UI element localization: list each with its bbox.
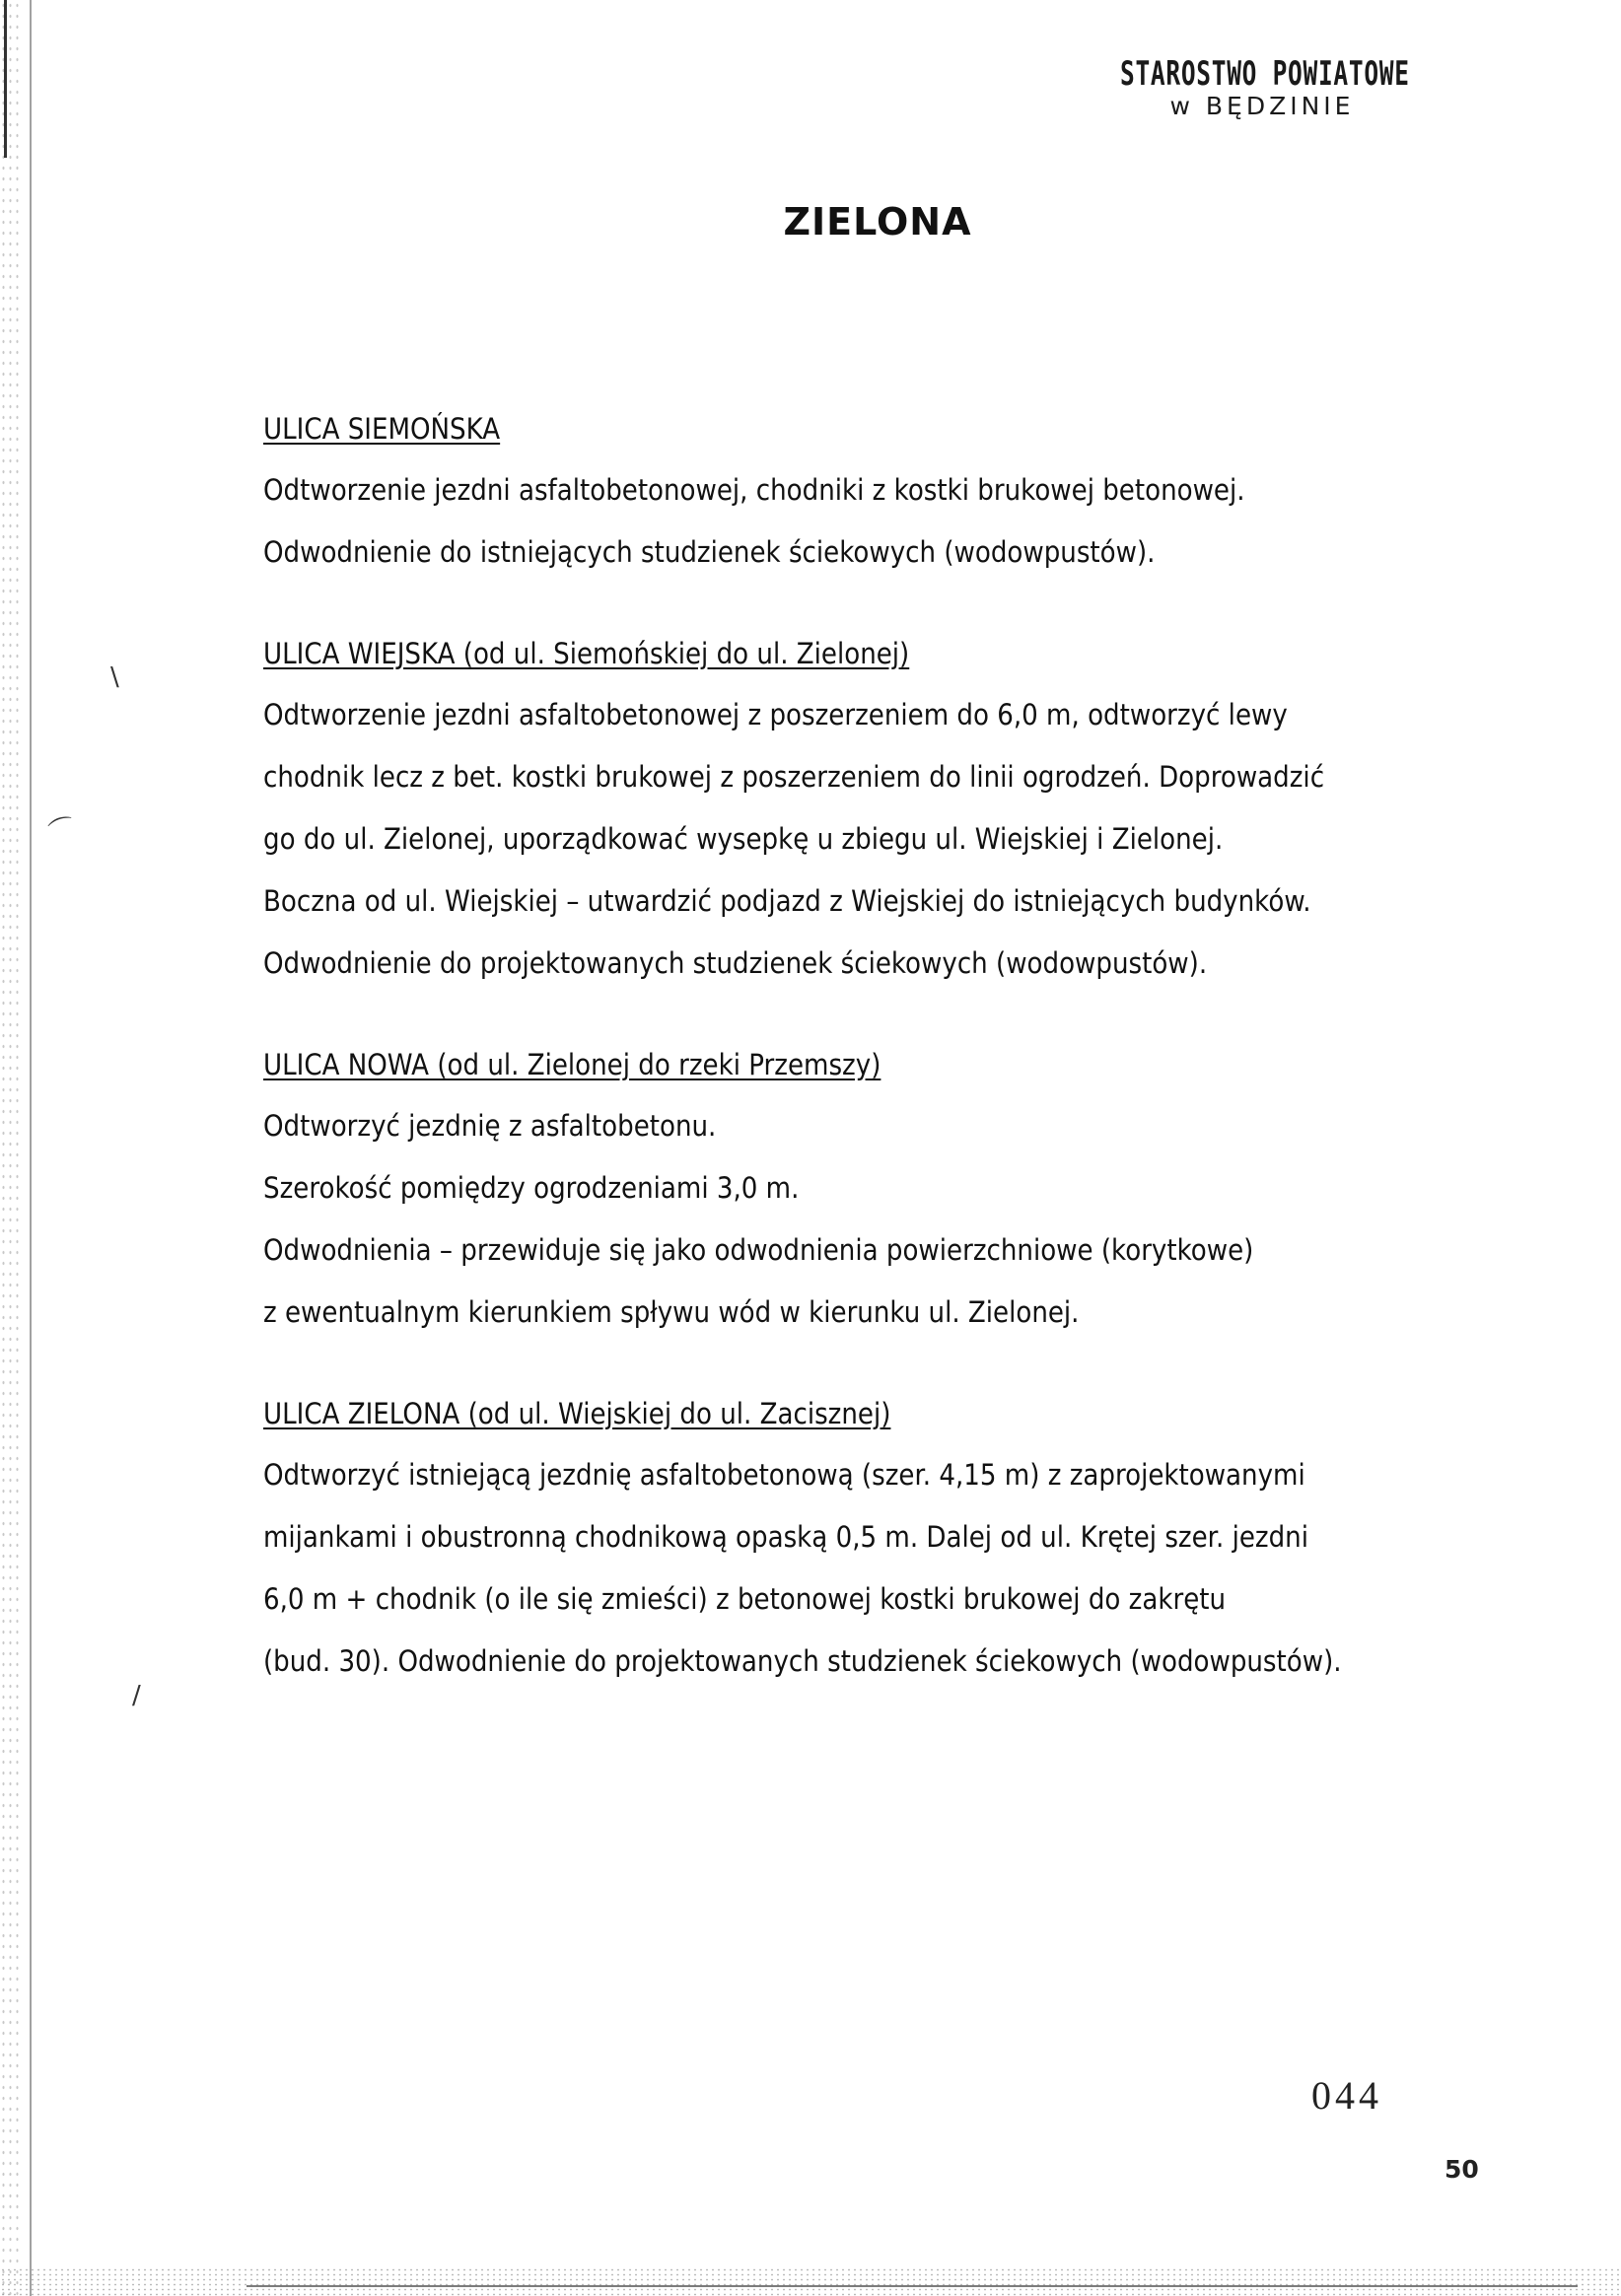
page-number: 50	[1445, 2155, 1479, 2184]
paragraph-line: Odwodnienie do projektowanych studzienek ściekowych (wodowpustów).	[263, 946, 1208, 980]
paragraph-line: chodnik lecz z bet. kostki brukowej z poszerzeniem do linii ogrodzeń. Doprowadzić	[263, 760, 1325, 794]
paragraph-line: (bud. 30). Odwodnienie do projektowanych studzienek ściekowych (wodowpustów).	[263, 1644, 1342, 1678]
scan-bottom-artifact	[0, 2267, 1621, 2296]
scan-edge-mark	[4, 0, 7, 158]
street-section-zielona	[263, 1394, 1535, 1681]
paragraph-line: Odtworzyć jezdnię z asfaltobetonu.	[263, 1109, 717, 1143]
paragraph-line: Szerokość pomiędzy ogrodzeniami 3,0 m.	[263, 1171, 800, 1205]
street-section-siemonska	[263, 409, 1535, 572]
street-section-nowa	[263, 1045, 1535, 1332]
section-heading: ULICA ZIELONA (od ul. Wiejskiej do ul. Zacisznej)	[263, 1397, 891, 1430]
paragraph-line: Odtworzenie jezdni asfaltobetonowej, chodniki z kostki brukowej betonowej.	[263, 473, 1245, 507]
section-heading: ULICA SIEMOŃSKA	[263, 412, 501, 446]
paragraph-line: go do ul. Zielonej, uporządkować wysepkę u zbiegu ul. Wiejskiej i Zielonej.	[263, 822, 1224, 856]
paragraph-line: Odwodnienie do istniejących studzienek ściekowych (wodowpustów).	[263, 535, 1156, 569]
scan-edge-artifact	[0, 0, 22, 2296]
paragraph-line: Odtworzyć istniejącą jezdnię asfaltobetonową (szer. 4,15 m) z zaprojektowanymi	[263, 1458, 1305, 1492]
office-stamp	[1065, 54, 1459, 120]
paragraph-line: Odtworzenie jezdni asfaltobetonowej z poszerzeniem do 6,0 m, odtworzyć lewy	[263, 698, 1288, 731]
section-heading: ULICA NOWA (od ul. Zielonej do rzeki Przemszy)	[263, 1048, 881, 1081]
street-section-wiejska	[263, 634, 1535, 983]
document-body	[263, 409, 1535, 1743]
document-number-stamp: 044	[1311, 2073, 1382, 2118]
stamp-office-location: w BĘDZINIE	[1169, 92, 1355, 120]
paragraph-line: mijankami i obustronną chodnikową opaską 0,5 m. Dalej od ul. Krętej szer. jezdni	[263, 1520, 1308, 1554]
scan-fold-line	[30, 0, 32, 2296]
paragraph-line: 6,0 m + chodnik (o ile się zmieści) z betonowej kostki brukowej do zakrętu	[263, 1582, 1227, 1616]
section-heading: ULICA WIEJSKA (od ul. Siemońskiej do ul. Zielonej)	[263, 637, 910, 670]
stamp-office-name: STAROSTWO POWIATOWE	[1120, 54, 1410, 94]
stray-pen-mark: ⌒	[45, 812, 81, 850]
paragraph-line: z ewentualnym kierunkiem spływu wód w kierunku ul. Zielonej.	[263, 1295, 1080, 1329]
paragraph-line: Odwodnienia – przewiduje się jako odwodnienia powierzchniowe (korytkowe)	[263, 1233, 1254, 1267]
stray-pen-mark: /	[132, 1681, 141, 1710]
scan-bottom-line	[247, 2285, 1578, 2287]
paragraph-line: Boczna od ul. Wiejskiej – utwardzić podjazd z Wiejskiej do istniejących budynków.	[263, 884, 1311, 918]
document-title: ZIELONA	[783, 200, 972, 244]
stray-pen-mark: \	[110, 662, 119, 692]
